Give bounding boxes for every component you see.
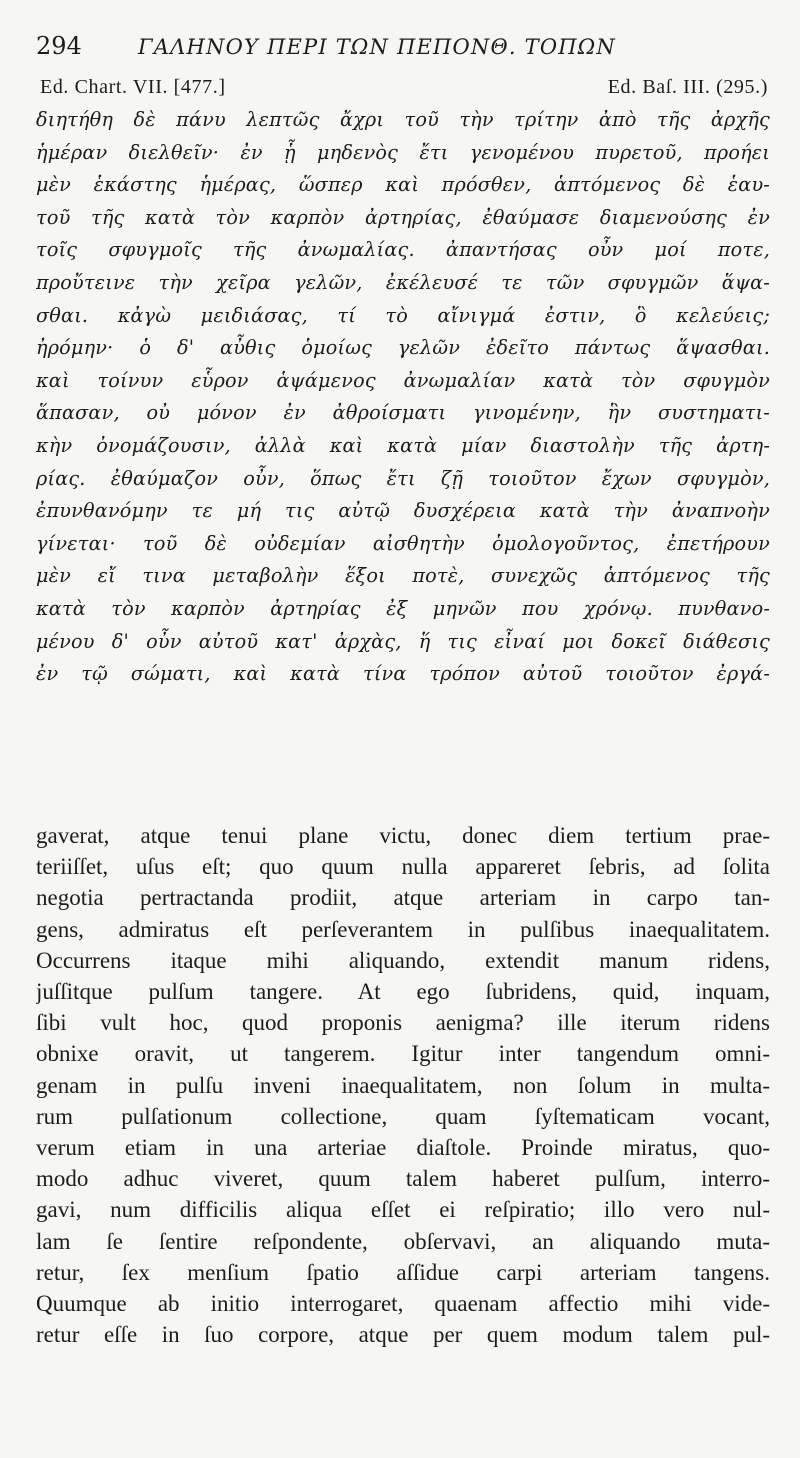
- edition-references: [40, 76, 768, 99]
- greek-line: ἠρόμην· ὁ δ' αὖθις ὁμοίως γελῶν ἐδεῖτο πάντως ἅψασθαι.: [36, 336, 770, 360]
- latin-line: rum pulſationum collectione, quam ſyſtematicam vocant,: [36, 1103, 770, 1129]
- greek-line: τοῖς σφυγμοῖς τῆς ἀνωμαλίας. ἀπαντήσας οὖν μοί ποτε,: [36, 238, 770, 262]
- page-number: 294: [36, 32, 82, 60]
- edition-reference-right: Ed. Baſ. III. (295.): [607, 76, 768, 98]
- edition-reference-left: Ed. Chart. VII. [477.]: [40, 76, 226, 98]
- greek-line: κὴν ὀνομάζουσιν, ἀλλὰ καὶ κατὰ μίαν διαστολὴν τῆς ἀρτη-: [36, 433, 770, 457]
- greek-line: διητήθη δὲ πάνυ λεπτῶς ἄχρι τοῦ τὴν τρίτην ἀπὸ τῆς ἀρχῆς: [36, 108, 770, 131]
- latin-line: ſibi vult hoc, quod proponis aenigma? ille iterum ridens: [36, 1010, 770, 1036]
- greek-line: ἐν τῷ σώματι, καὶ κατὰ τίνα τρόπον αὐτοῦ τοιοῦτον ἐργά-: [36, 662, 770, 686]
- greek-line: ρίας. ἐθαύμαζον οὖν, ὅπως ἔτι ζῇ τοιοῦτον ἔχων σφυγμὸν,: [36, 466, 770, 490]
- greek-line: ἡμέραν διελθεῖν· ἐν ᾗ μηδενὸς ἔτι γενομένου πυρετοῦ, προήει: [36, 140, 770, 164]
- greek-line: προὔτεινε τὴν χεῖρα γελῶν, ἐκέλευσέ τε τῶν σφυγμῶν ἅψα-: [36, 270, 770, 294]
- greek-line: μὲν ἑκάστης ἡμέρας, ὥσπερ καὶ πρόσθεν, ἁπτόμενος δὲ ἑαυ-: [36, 173, 770, 197]
- latin-line: obnixe oravit, ut tangerem. Igitur inter tangendum omni-: [36, 1041, 770, 1067]
- greek-line: τοῦ τῆς κατὰ τὸν καρπὸν ἀρτηρίας, ἐθαύμασε διαμενούσης ἐν: [36, 205, 770, 229]
- greek-line: μὲν εἴ τινα μεταβολὴν ἕξοι ποτὲ, συνεχῶς ἁπτόμενος τῆς: [36, 564, 770, 588]
- latin-line: negotia pertractanda prodiit, atque arteriam in carpo tan-: [36, 885, 770, 911]
- latin-text-block: [36, 820, 770, 1350]
- latin-line: Quumque ab initio interrogaret, quaenam affectio mihi vide-: [36, 1291, 770, 1317]
- latin-line: gens, admiratus eſt perſeverantem in pulſibus inaequalitatem.: [36, 916, 770, 942]
- latin-line: teriiſſet, uſus eſt; quo quum nulla appareret ſebris, ad ſolita: [36, 854, 770, 880]
- latin-line: retur, ſex menſium ſpatio aſſidue carpi arteriam tangens.: [36, 1259, 770, 1285]
- latin-line: retur eſſe in ſuo corpore, atque per quem modum talem pul-: [36, 1322, 770, 1348]
- latin-line: genam in pulſu inveni inaequalitatem, non ſolum in multa-: [36, 1072, 770, 1098]
- latin-line: verum etiam in una arteriae diaſtole. Proinde miratus, quo-: [36, 1135, 770, 1161]
- latin-line: gavi, num difficilis aliqua eſſet ei reſpiratio; illo vero nul-: [36, 1197, 770, 1223]
- latin-line: lam ſe ſentire reſpondente, obſervavi, an aliquando muta-: [36, 1228, 770, 1254]
- greek-line: μένου δ' οὖν αὐτοῦ κατ' ἀρχὰς, ἥ τις εἶναί μοι δοκεῖ διάθεσις: [36, 629, 770, 653]
- greek-line: κατὰ τὸν καρπὸν ἀρτηρίας ἐξ μηνῶν που χρόνῳ. πυνθανο-: [36, 596, 770, 620]
- page-heading: ΓΑΛΗΝΟΥ ΠΕΡΙ ΤΩΝ ΠΕΠΟΝΘ. ΤΟΠΩΝ: [138, 35, 616, 59]
- latin-line: Occurrens itaque mihi aliquando, extendit manum ridens,: [36, 947, 770, 973]
- running-head: [36, 32, 770, 64]
- greek-line: σθαι. κἀγὼ μειδιάσας, τί τὸ αἴνιγμά ἐστιν, ὃ κελεύεις;: [36, 303, 770, 327]
- latin-line: juſſitque pulſum tangere. At ego ſubridens, quid, inquam,: [36, 979, 770, 1005]
- greek-line: γίνεται· τοῦ δὲ οὐδεμίαν αἰσθητὴν ὁμολογοῦντος, ἐπετήρουν: [36, 531, 770, 555]
- greek-text-block: [36, 104, 770, 691]
- greek-line: καὶ τοίνυν εὗρον ἁψάμενος ἀνωμαλίαν κατὰ τὸν σφυγμὸν: [36, 368, 770, 392]
- latin-line: modo adhuc viveret, quum talem haberet pulſum, interro-: [36, 1166, 770, 1192]
- greek-line: ἐπυνθανόμην τε μή τις αὐτῷ δυσχέρεια κατὰ τὴν ἀναπνοὴν: [36, 499, 770, 523]
- greek-line: ἅπασαν, οὐ μόνον ἐν ἀθροίσματι γινομένην, ἣν συστηματι-: [36, 401, 770, 425]
- latin-line: gaverat, atque tenui plane victu, donec diem tertium prae-: [36, 823, 770, 848]
